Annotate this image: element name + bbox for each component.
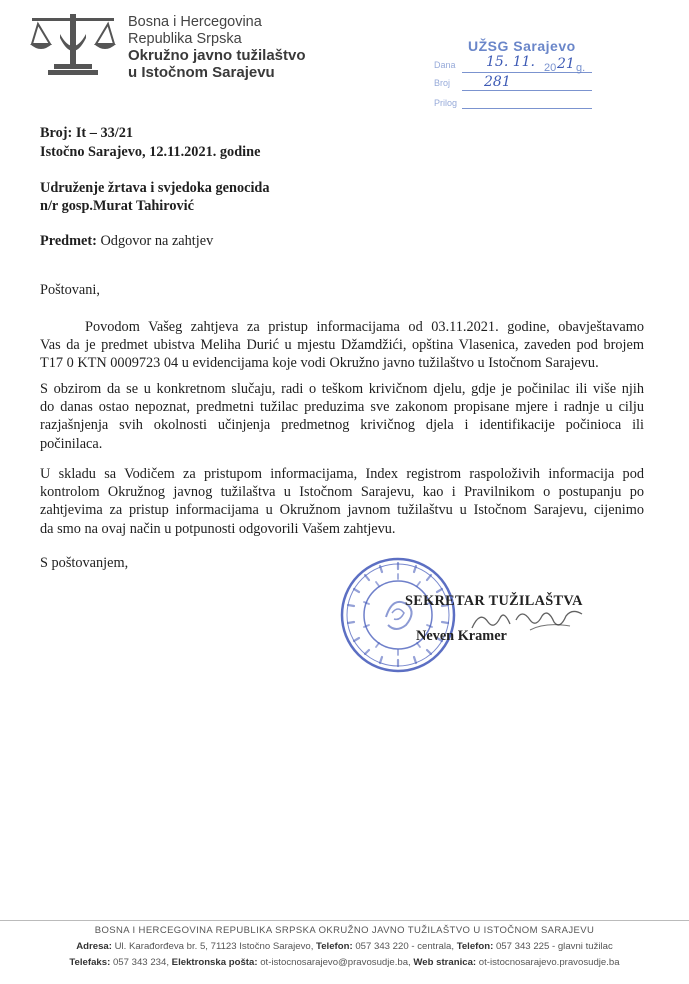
footer-address: Ul. Karađorđeva br. 5, 71123 Istočno Sarajevo, bbox=[114, 941, 314, 952]
registry-number-value: 281 bbox=[484, 74, 511, 90]
registry-date-value: 15. 11. bbox=[486, 54, 535, 70]
paragraph-3-line: U skladu sa Vodičem za pristupom informacijama, Index registrom raspoloživih informacija pod bbox=[40, 466, 644, 482]
header-office-location: u Istočnom Sarajevu bbox=[128, 64, 275, 81]
footer-web[interactable]: ot-istocnosarajevo.pravosudje.ba bbox=[478, 957, 620, 968]
paragraph-2-line: počinilaca. bbox=[40, 435, 103, 452]
paragraph-1 bbox=[40, 318, 644, 373]
footer-address-label: Adresa: bbox=[76, 941, 112, 952]
footer-phone2: 057 343 225 - glavni tužilac bbox=[495, 941, 613, 952]
registry-label-number: Broj bbox=[434, 78, 451, 88]
official-seal-icon bbox=[338, 555, 458, 675]
recipient-person: n/r gosp.Murat Tahirović bbox=[40, 198, 194, 214]
footer-contact-line-2 bbox=[0, 957, 689, 968]
registry-label-date: Dana bbox=[434, 60, 456, 70]
footer-fax-label: Telefaks: bbox=[69, 957, 111, 968]
document-number: Broj: It – 33/21 bbox=[40, 125, 134, 141]
footer-web-label: Web stranica: bbox=[413, 957, 477, 968]
registry-stamp bbox=[420, 32, 610, 112]
header-entity: Republika Srpska bbox=[128, 31, 242, 47]
subject-text: Odgovor na zahtjev bbox=[100, 233, 214, 249]
footer-phone: 057 343 220 - centrala, bbox=[355, 941, 455, 952]
registry-stamp-title: UŽSG Sarajevo bbox=[468, 38, 576, 54]
signatory-title: SEKRETAR TUŽILAŠTVA bbox=[405, 593, 583, 609]
registry-year-prefix: 20 bbox=[544, 62, 557, 74]
subject-label: Predmet: bbox=[40, 233, 97, 249]
registry-year-value: 21 bbox=[557, 56, 575, 72]
footer-institution: BOSNA I HERCEGOVINA REPUBLIKA SRPSKA OKRUŽNO JAVNO TUŽILAŠTVO U ISTOČNOM SARAJEVU bbox=[94, 925, 595, 936]
paragraph-2-line: S obzirom da se u konkretnom slučaju, radi o teškom krivičnom djelu, gdje je počinilac ili više njih bbox=[40, 381, 644, 397]
footer-email[interactable]: ot-istocnosarajevo@pravosudje.ba, bbox=[260, 957, 411, 968]
paragraph-3-line: zahtjevima za pristup informacijama u Okružnom javnom tužilaštvu u Istočnom Sarajevu, cijenimo bbox=[40, 502, 644, 519]
registry-year-suffix: g. bbox=[576, 62, 586, 74]
closing: S poštovanjem, bbox=[40, 555, 129, 571]
paragraph-1-line: Vas da je predmet ubistva Meliha Durić u mjestu Džamdžići, opština Vlasenica, zaveden pod brojem bbox=[40, 337, 644, 354]
subject-line bbox=[40, 233, 213, 250]
paragraph-3 bbox=[40, 465, 644, 538]
recipient-organization: Udruženje žrtava i svjedoka genocida bbox=[40, 180, 270, 196]
paragraph-1-line: Povodom Vašeg zahtjeva za pristup informacijama od 03.11.2021. godine, obavještavamo bbox=[85, 319, 644, 335]
paragraph-3-line: da smo na ovaj način u potpunosti odgovorili Vašem zahtjevu. bbox=[40, 520, 396, 537]
footer-fax: 057 343 234, bbox=[112, 957, 169, 968]
footer-email-label: Elektronska pošta: bbox=[171, 957, 258, 968]
paragraph-3-line: kontrolom Okružnog javnog tužilaštva u Istočnom Sarajevu, kao i Pravilnikom o postupanju po bbox=[40, 484, 644, 501]
footer-divider bbox=[0, 920, 689, 921]
header-country: Bosna i Hercegovina bbox=[128, 14, 262, 30]
document-place-date: Istočno Sarajevo, 12.11.2021. godine bbox=[40, 144, 261, 160]
footer-contact-line bbox=[0, 941, 689, 952]
paragraph-2 bbox=[40, 380, 644, 453]
prosecutor-office-logo bbox=[30, 14, 116, 76]
footer-phone2-label: Telefon: bbox=[456, 941, 494, 952]
paragraph-2-line: razjašnjenja svih okolnosti učinjenja predmetnog krivičnog djela i identifikacije počinioca ili bbox=[40, 417, 644, 434]
signatory-name: Neven Kramer bbox=[416, 628, 507, 644]
footer-phone-label: Telefon: bbox=[316, 941, 353, 952]
salutation: Poštovani, bbox=[40, 282, 100, 298]
paragraph-1-line: T17 0 KTN 0009723 04 u evidencijama koje vodi Okružno javno tužilaštvo u Istočnom Sarajevu. bbox=[40, 355, 599, 372]
paragraph-2-line: do danas ostao nepoznat, predmetni tužilac preduzima sve zakonom propisane mjere i radnje u cilju bbox=[40, 399, 644, 416]
header-office: Okružno javno tužilaštvo bbox=[128, 47, 306, 64]
registry-label-attachment: Prilog bbox=[434, 98, 458, 108]
